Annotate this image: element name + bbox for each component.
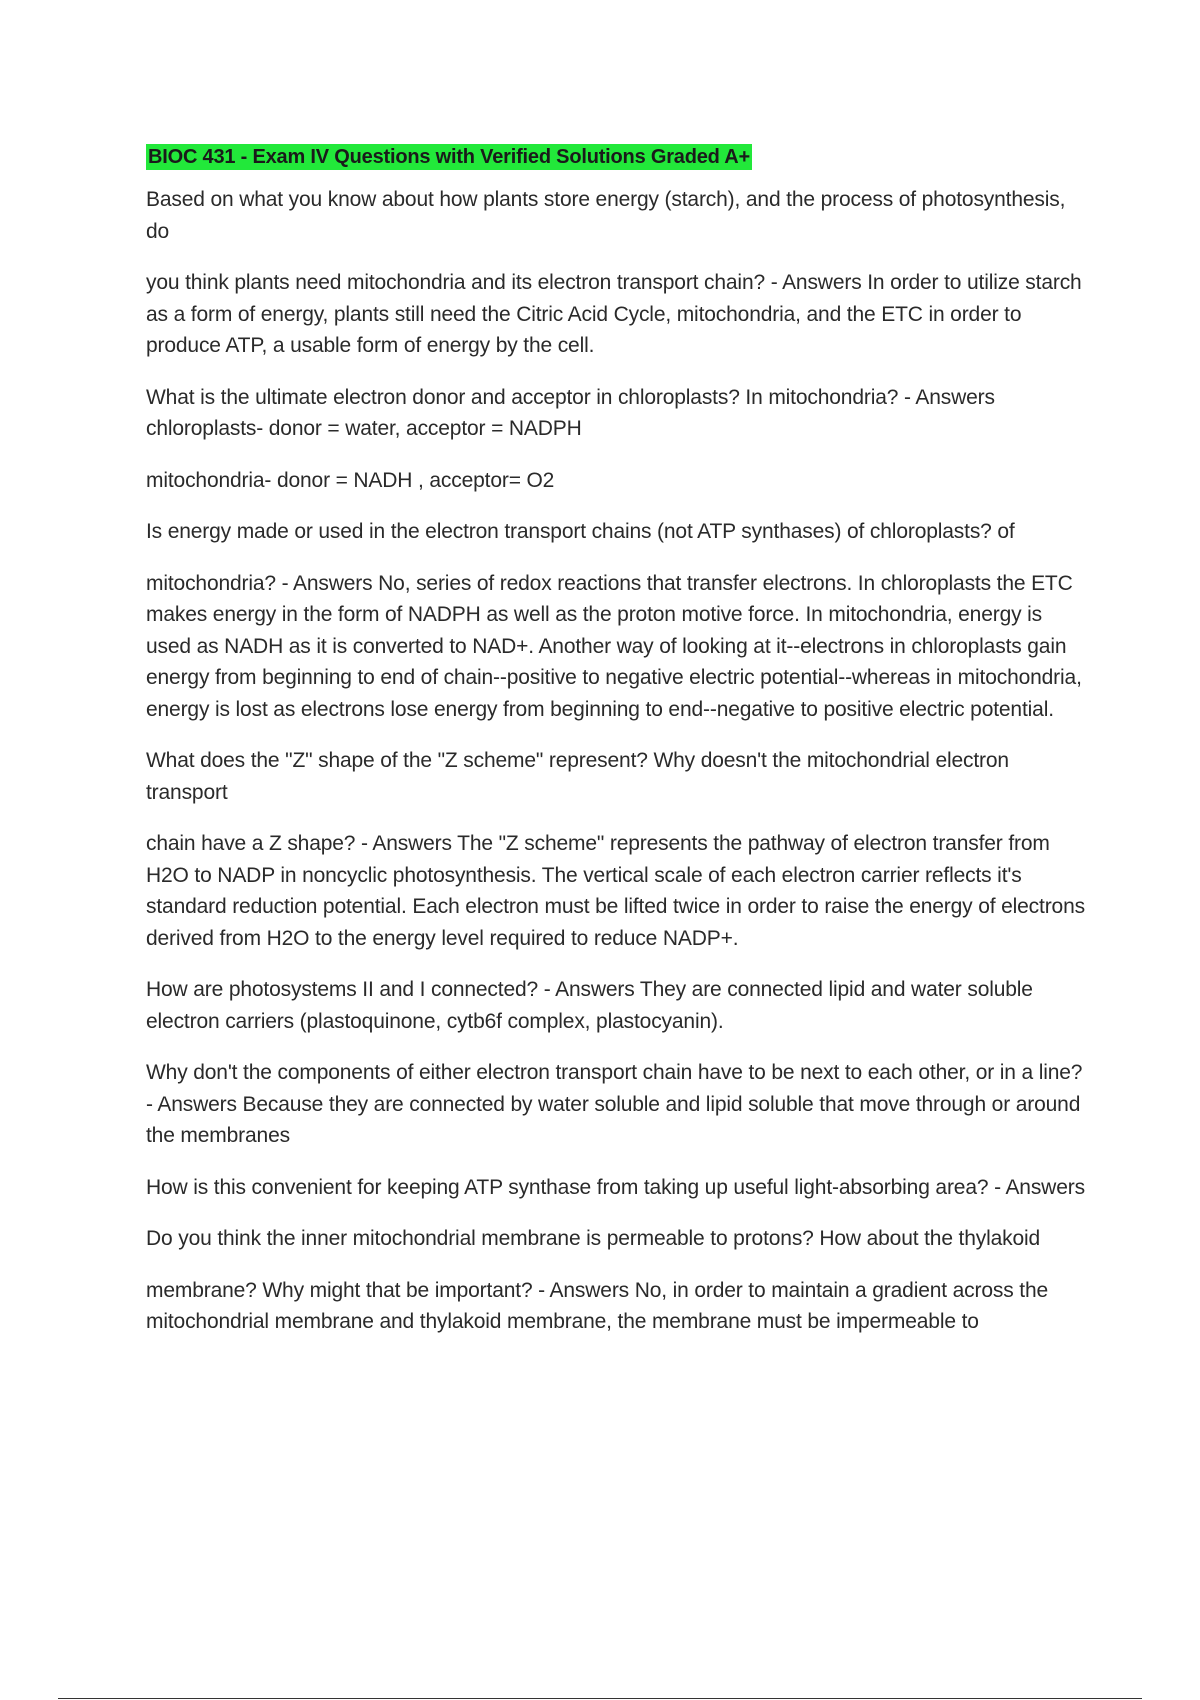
paragraph: What does the "Z" shape of the "Z scheme" represent? Why doesn't the mitochondrial electron transport [146,749,1009,804]
paragraph: How is this convenient for keeping ATP synthase from taking up useful light-absorbing area? - Answers [146,1175,1085,1199]
paragraph: Is energy made or used in the electron transport chains (not ATP synthases) of chloroplasts? of [146,520,1015,543]
paragraph: you think plants need mitochondria and its electron transport chain? - Answers In order to utilize starch as a form of energy, plants still need the Citric Acid Cycle, mitochondria, and the ETC in order to produce ATP, a usable form of energy by the cell. [146,271,1082,357]
paragraph: Do you think the inner mitochondrial membrane is permeable to protons? How about the thylakoid [146,1227,1041,1250]
paragraph: Why don't the components of either electron transport chain have to be next to each other, or in a line? - Answers Because they are connected by water soluble and lipid soluble that move through or around the membranes [146,1061,1083,1147]
document-page [146,144,1092,1358]
paragraph: What is the ultimate electron donor and acceptor in chloroplasts? In mitochondria? - Answers chloroplasts- donor = water, acceptor = NADPH [146,385,995,440]
page-bottom-rule [58,1698,1142,1699]
document-title: BIOC 431 - Exam IV Questions with Verified Solutions Graded A+ [148,146,751,168]
paragraph: chain have a Z shape? - Answers The "Z scheme" represents the pathway of electron transfer from H2O to NADP in noncyclic photosynthesis. The vertical scale of each electron carrier reflects it's standard reduction potential. Each electron must be lifted twice in order to raise the energy of electrons derived from H2O to the energy level required to reduce NADP+. [146,832,1085,950]
paragraph: How are photosystems II and I connected? - Answers They are connected lipid and water soluble electron carriers (plastoquinone, cytb6f complex, plastocyanin). [146,978,1033,1033]
paragraph: Based on what you know about how plants store energy (starch), and the process of photosynthesis, do [146,188,1066,243]
paragraph: mitochondria- donor = NADH , acceptor= O2 [146,468,555,492]
paragraph: mitochondria? - Answers No, series of redox reactions that transfer electrons. In chloroplasts the ETC makes energy in the form of NADPH as well as the proton motive force. In mitochondria, energy is used as NADH as it is converted to NAD+. Another way of looking at it--electrons in chloroplasts gain energy from beginning to end of chain--positive to negative electric potential--whereas in mitochondria, energy is lost as electrons lose energy from beginning to end--negative to positive electric potential. [146,571,1082,721]
paragraph: membrane? Why might that be important? - Answers No, in order to maintain a gradient across the mitochondrial membrane and thylakoid membrane, the membrane must be impermeable to [146,1278,1049,1333]
